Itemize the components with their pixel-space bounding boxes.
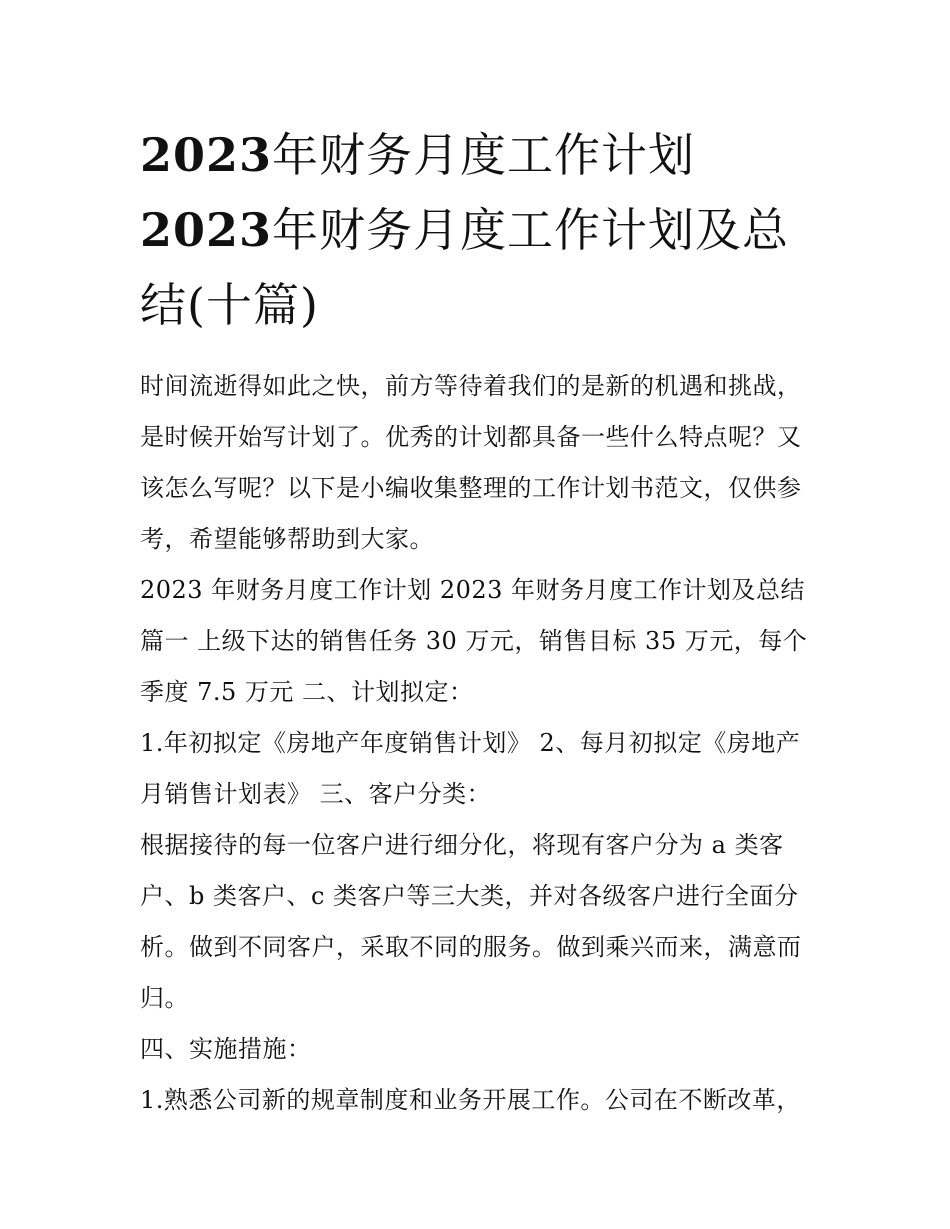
- paragraph-sales-target: 2023 年财务月度工作计划 2023 年财务月度工作计划及总结篇一 上级下达的销售任务 30 万元，销售目标 35 万元，每个季度 7.5 万元 二、计划拟定：: [140, 576, 808, 706]
- title-text: 年财务月度工作计划及总结(十篇): [140, 203, 790, 332]
- document-body: [140, 361, 820, 1126]
- title-year: 2023: [140, 203, 273, 257]
- paragraph-customer-classification: 根据接待的每一位客户进行细分化，将现有客户分为 a 类客户、b 类客户、c 类客户等三大类，并对各级客户进行全面分析。做到不同客户，采取不同的服务。做到乘兴而来，满意而归。: [140, 831, 802, 1012]
- section-heading-measures: 四、实施措施：: [140, 1035, 312, 1063]
- document-page: [140, 118, 820, 1126]
- paragraph-measure-1: 1.熟悉公司新的规章制度和业务开展工作。公司在不断改革，: [140, 1086, 801, 1114]
- title-text: 年财务月度工作计划: [272, 128, 696, 182]
- title-line-2: [140, 203, 789, 332]
- title-year: 2023: [140, 128, 273, 182]
- paragraph-plan: 1.年初拟定《房地产年度销售计划》 2、每月初拟定《房地产月销售计划表》 三、客户分类：: [140, 729, 801, 808]
- document-title: [140, 118, 820, 343]
- title-line-1: [140, 128, 695, 182]
- paragraph-intro: 时间流逝得如此之快，前方等待着我们的是新的机遇和挑战，是时候开始写计划了。优秀的计划都具备一些什么特点呢？又该怎么写呢？以下是小编收集整理的工作计划书范文，仅供参考，希望能够帮助到大家。: [140, 372, 802, 553]
